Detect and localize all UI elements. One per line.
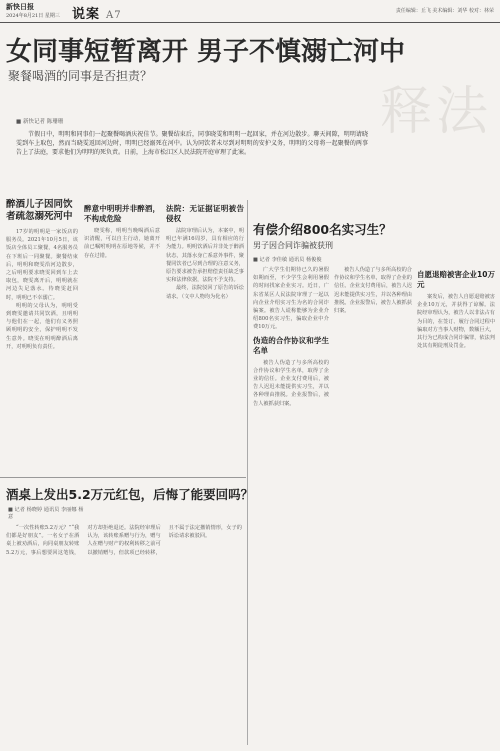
article3-sub1: 伪造的合作协议和学生名单 (253, 335, 329, 355)
article1-title: 醉酒儿子因同饮者疏忽溺死河中 (6, 199, 73, 222)
main-headline: 女同事短暂离开 男子不慎溺亡河中 (6, 37, 406, 67)
masthead-logo: 新快日报 (6, 2, 34, 11)
issue-date: 2024年8月21日 星期三 (6, 13, 60, 19)
article1-col2 (84, 200, 160, 473)
article3-body2: 被告人伪造了与多所高校的合作协议和学生名单，取得了企业的信任。企业支付费用后，被告人迟迟未能提供实习生，并以各种理由推脱。企业报警后，被告人被抓获归案。 (253, 359, 329, 407)
article2-byline: ■ 记者 杨晓婷 通讯员 李丽娜 杨意 (8, 507, 84, 520)
article1-sub2: 法院：无证据证明被告侵权 (166, 204, 244, 223)
article1-body2: 明明的父母认为，明明受到晓雯邀请共同饮酒，且明明与他们在一起，他们有义务照顾明明的安全，保护明明不发生意外。晓雯在明明醉酒后离开，对明明负有责任。 (6, 302, 78, 350)
editor-credits: 责任编辑：丘飞 美术编辑：刘华 校对：林荣 (395, 8, 494, 14)
article3-col1 (253, 266, 329, 744)
article2-body-cols (6, 524, 242, 744)
intro-text: 节假日中，明明和同事们一起聚餐喝酒庆祝佳节。聚餐结束后，同事晓雯和明明一起回家，并在河边散步。聊天间隙，明明请晓雯到车上取包，然而当晓雯返回河边时，明明已经溺死在河中。认为同饮者未尽到对明明的安护义务，明明的父母将一起聚餐的两事告上了法庭，要求他们为明明的死负责。日前，上海市松江区人民法院开庭审理了此案。 (16, 131, 368, 156)
article3-col2 (334, 266, 412, 744)
page-header (0, 0, 500, 23)
article1-col3 (166, 200, 244, 473)
intro-box (16, 118, 368, 157)
article3-body1: 广大学生们期待已久的暑假如期而至，不少学生会利用暑假的时间找家企业实习。近日，广东省某区人民法院审理了一起以向企业介绍实习生为名的合同诈骗案。被告人谎称能够为企业介绍800名实习生，骗取企业中介费10万元。 (253, 267, 329, 331)
article3-title: 有偿介绍800名实习生？ (253, 222, 392, 237)
article3-col3 (417, 266, 495, 744)
article1-body4: 法院审理后认为，本案中，明明已年满16周岁，具有相应的行为能力。明明饮酒后并非处于醉酒状态，其落水身亡系意外事件，聚餐同饮者已尽到合理的注意义务，原告要求被告承担赔偿责任缺乏事实和法律依据，法院不予支持。 (166, 228, 244, 284)
column-divider (247, 200, 248, 745)
article1-col1 (6, 228, 78, 473)
article-divider (0, 477, 246, 478)
page-number: A7 (106, 10, 122, 21)
section-watermark: 释法 (379, 82, 492, 142)
article1-footer: 最终，法院驳回了原告的诉讼请求。（文中人物均为化名） (166, 285, 244, 300)
article3-sub2: 自愿退赔被害企业10万元 (417, 270, 495, 289)
section-title (72, 3, 122, 22)
article2-title: 酒桌上发出5.2万元红包，后悔了能要回吗？ (6, 487, 254, 502)
main-subhead: 聚餐喝酒的同事是否担责？ (8, 69, 153, 83)
article3-byline: ■ 记者 李佳敏 通讯员 杨俊俊 (253, 257, 322, 263)
section-label: 说案 (72, 7, 101, 22)
article3-body2b: 被告人伪造了与多所高校的合作协议和学生名单，取得了企业的信任。企业支付费用后，被告人迟迟未能提供实习生，并以各种理由推脱。企业报警后，被告人被抓获归案。 (334, 267, 412, 315)
article2-body: “一次性转账5.2万元？”“我们都是好朋友”。一名女子在酒桌上被劝酒后，向同桌朋友转账5.2万元，事后想要回这笔钱，对方却拒绝退还。法院经审理后认为，该转账系赠与行为，赠与人在赠与财产的权利转移之前可以撤销赠与，但款项已经转移，且不属于法定撤销情形，女子的诉讼请求被驳回。 (6, 525, 242, 556)
intro-byline: ■ 新快记者 陈珊珊 (16, 119, 64, 125)
article3-subtitle: 男子因合同诈骗被获刑 (253, 241, 333, 250)
article1-body1: 17岁的明明是一家饭店的服务员。2021年10月5日，该饭店全体员工聚餐，4名服务员在下班后一同聚餐。聚餐结束后，明明和晓雯沿河边散步，之后明明要求晓雯回到车上去取包，晓雯离开后，明明就在河边失足落水。待晓雯赶回时，明明已不幸溺亡。 (6, 229, 78, 301)
article3-body3: 案发后，被告人自愿退赔被害企业10万元，并获得了谅解。法院经审理认为，被告人以非法占有为目的，在签订、履行合同过程中骗取对方当事人财物，数额巨大，其行为已构成合同诈骗罪，依法判处其有期徒刑及罚金。 (417, 294, 495, 350)
article1-sub1: 醉意中明明并非醉酒，不构成危险 (84, 204, 160, 223)
article1-body3: 晓雯称，明明当晚喝酒后意识清醒，可以自主行动，她离开前已嘱咐明明在原地等候，并不存在过错。 (84, 228, 160, 259)
